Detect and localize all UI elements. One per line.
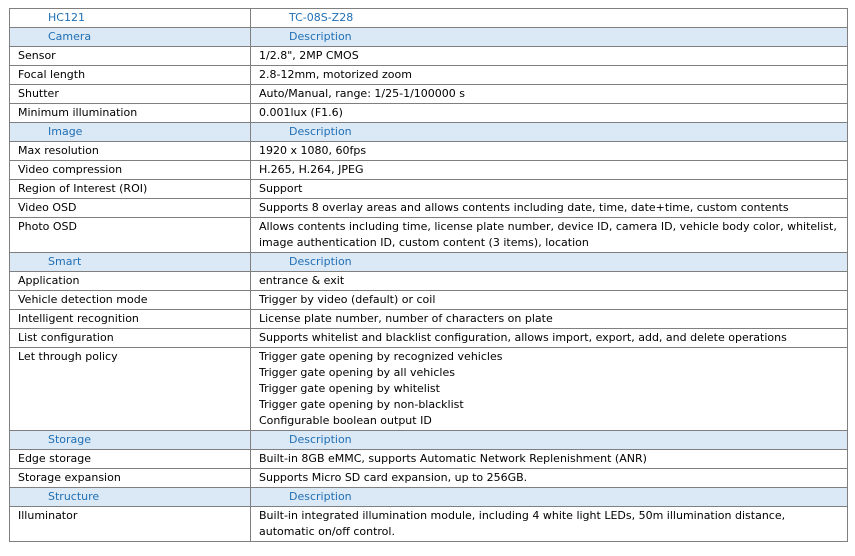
spec-label: Let through policy	[10, 348, 251, 431]
section-title: Image	[10, 123, 251, 142]
spec-row	[10, 329, 848, 348]
section-title: Structure	[10, 488, 251, 507]
section-title: Camera	[10, 28, 251, 47]
spec-value-line: Trigger gate opening by non-blacklist	[259, 398, 464, 411]
spec-value: Built-in integrated illumination module, including 4 white light LEDs, 50m illumination distance, automatic on/off control.	[251, 507, 848, 542]
spec-value-line: Trigger gate opening by whitelist	[259, 382, 440, 395]
description-header: Description	[251, 28, 848, 47]
section-header-structure	[10, 488, 848, 507]
description-header: Description	[251, 253, 848, 272]
spec-value	[251, 348, 848, 431]
spec-value: 0.001lux (F1.6)	[251, 104, 848, 123]
spec-label: Intelligent recognition	[10, 310, 251, 329]
spec-value: entrance & exit	[251, 272, 848, 291]
spec-table	[9, 8, 848, 542]
section-header-camera	[10, 28, 848, 47]
spec-label: Region of Interest (ROI)	[10, 180, 251, 199]
spec-value: Supports whitelist and blacklist configuration, allows import, export, add, and delete operations	[251, 329, 848, 348]
section-header-storage	[10, 431, 848, 450]
description-header: Description	[251, 431, 848, 450]
spec-row	[10, 85, 848, 104]
spec-value: H.265, H.264, JPEG	[251, 161, 848, 180]
spec-value: Built-in 8GB eMMC, supports Automatic Network Replenishment (ANR)	[251, 450, 848, 469]
spec-value-line: Trigger gate opening by all vehicles	[259, 366, 455, 379]
spec-value: Supports 8 overlay areas and allows contents including date, time, date+time, custom contents	[251, 199, 848, 218]
spec-value: Support	[251, 180, 848, 199]
spec-label: Max resolution	[10, 142, 251, 161]
spec-row	[10, 348, 848, 431]
description-header: Description	[251, 488, 848, 507]
spec-row	[10, 66, 848, 85]
spec-label: Storage expansion	[10, 469, 251, 488]
spec-row	[10, 272, 848, 291]
spec-label: Edge storage	[10, 450, 251, 469]
product-name-cell: TC-08S-Z28	[251, 9, 848, 28]
spec-label: Sensor	[10, 47, 251, 66]
spec-label: List configuration	[10, 329, 251, 348]
spec-value: License plate number, number of characters on plate	[251, 310, 848, 329]
spec-label: Vehicle detection mode	[10, 291, 251, 310]
spec-row	[10, 47, 848, 66]
spec-value: Supports Micro SD card expansion, up to 256GB.	[251, 469, 848, 488]
spec-row	[10, 507, 848, 542]
description-header: Description	[251, 123, 848, 142]
spec-label: Photo OSD	[10, 218, 251, 253]
model-cell: HC121	[10, 9, 251, 28]
spec-value: 2.8-12mm, motorized zoom	[251, 66, 848, 85]
section-header-smart	[10, 253, 848, 272]
spec-row	[10, 218, 848, 253]
spec-row	[10, 450, 848, 469]
spec-row	[10, 469, 848, 488]
spec-value: Trigger by video (default) or coil	[251, 291, 848, 310]
spec-label: Minimum illumination	[10, 104, 251, 123]
spec-row	[10, 180, 848, 199]
spec-row	[10, 199, 848, 218]
spec-row	[10, 291, 848, 310]
spec-row	[10, 161, 848, 180]
spec-value: Allows contents including time, license plate number, device ID, camera ID, vehicle body color, whitelist, image authentication ID, custom content (3 items), location	[251, 218, 848, 253]
spec-value-line: Trigger gate opening by recognized vehicles	[259, 350, 503, 363]
spec-label: Focal length	[10, 66, 251, 85]
spec-label: Application	[10, 272, 251, 291]
spec-row	[10, 104, 848, 123]
spec-value: 1/2.8", 2MP CMOS	[251, 47, 848, 66]
spec-value-line: Configurable boolean output ID	[259, 414, 432, 427]
spec-label: Video OSD	[10, 199, 251, 218]
title-row	[10, 9, 848, 28]
spec-label: Illuminator	[10, 507, 251, 542]
spec-value: 1920 x 1080, 60fps	[251, 142, 848, 161]
spec-label: Video compression	[10, 161, 251, 180]
section-title: Storage	[10, 431, 251, 450]
spec-value: Auto/Manual, range: 1/25-1/100000 s	[251, 85, 848, 104]
spec-row	[10, 142, 848, 161]
spec-label: Shutter	[10, 85, 251, 104]
spec-row	[10, 310, 848, 329]
section-title: Smart	[10, 253, 251, 272]
section-header-image	[10, 123, 848, 142]
